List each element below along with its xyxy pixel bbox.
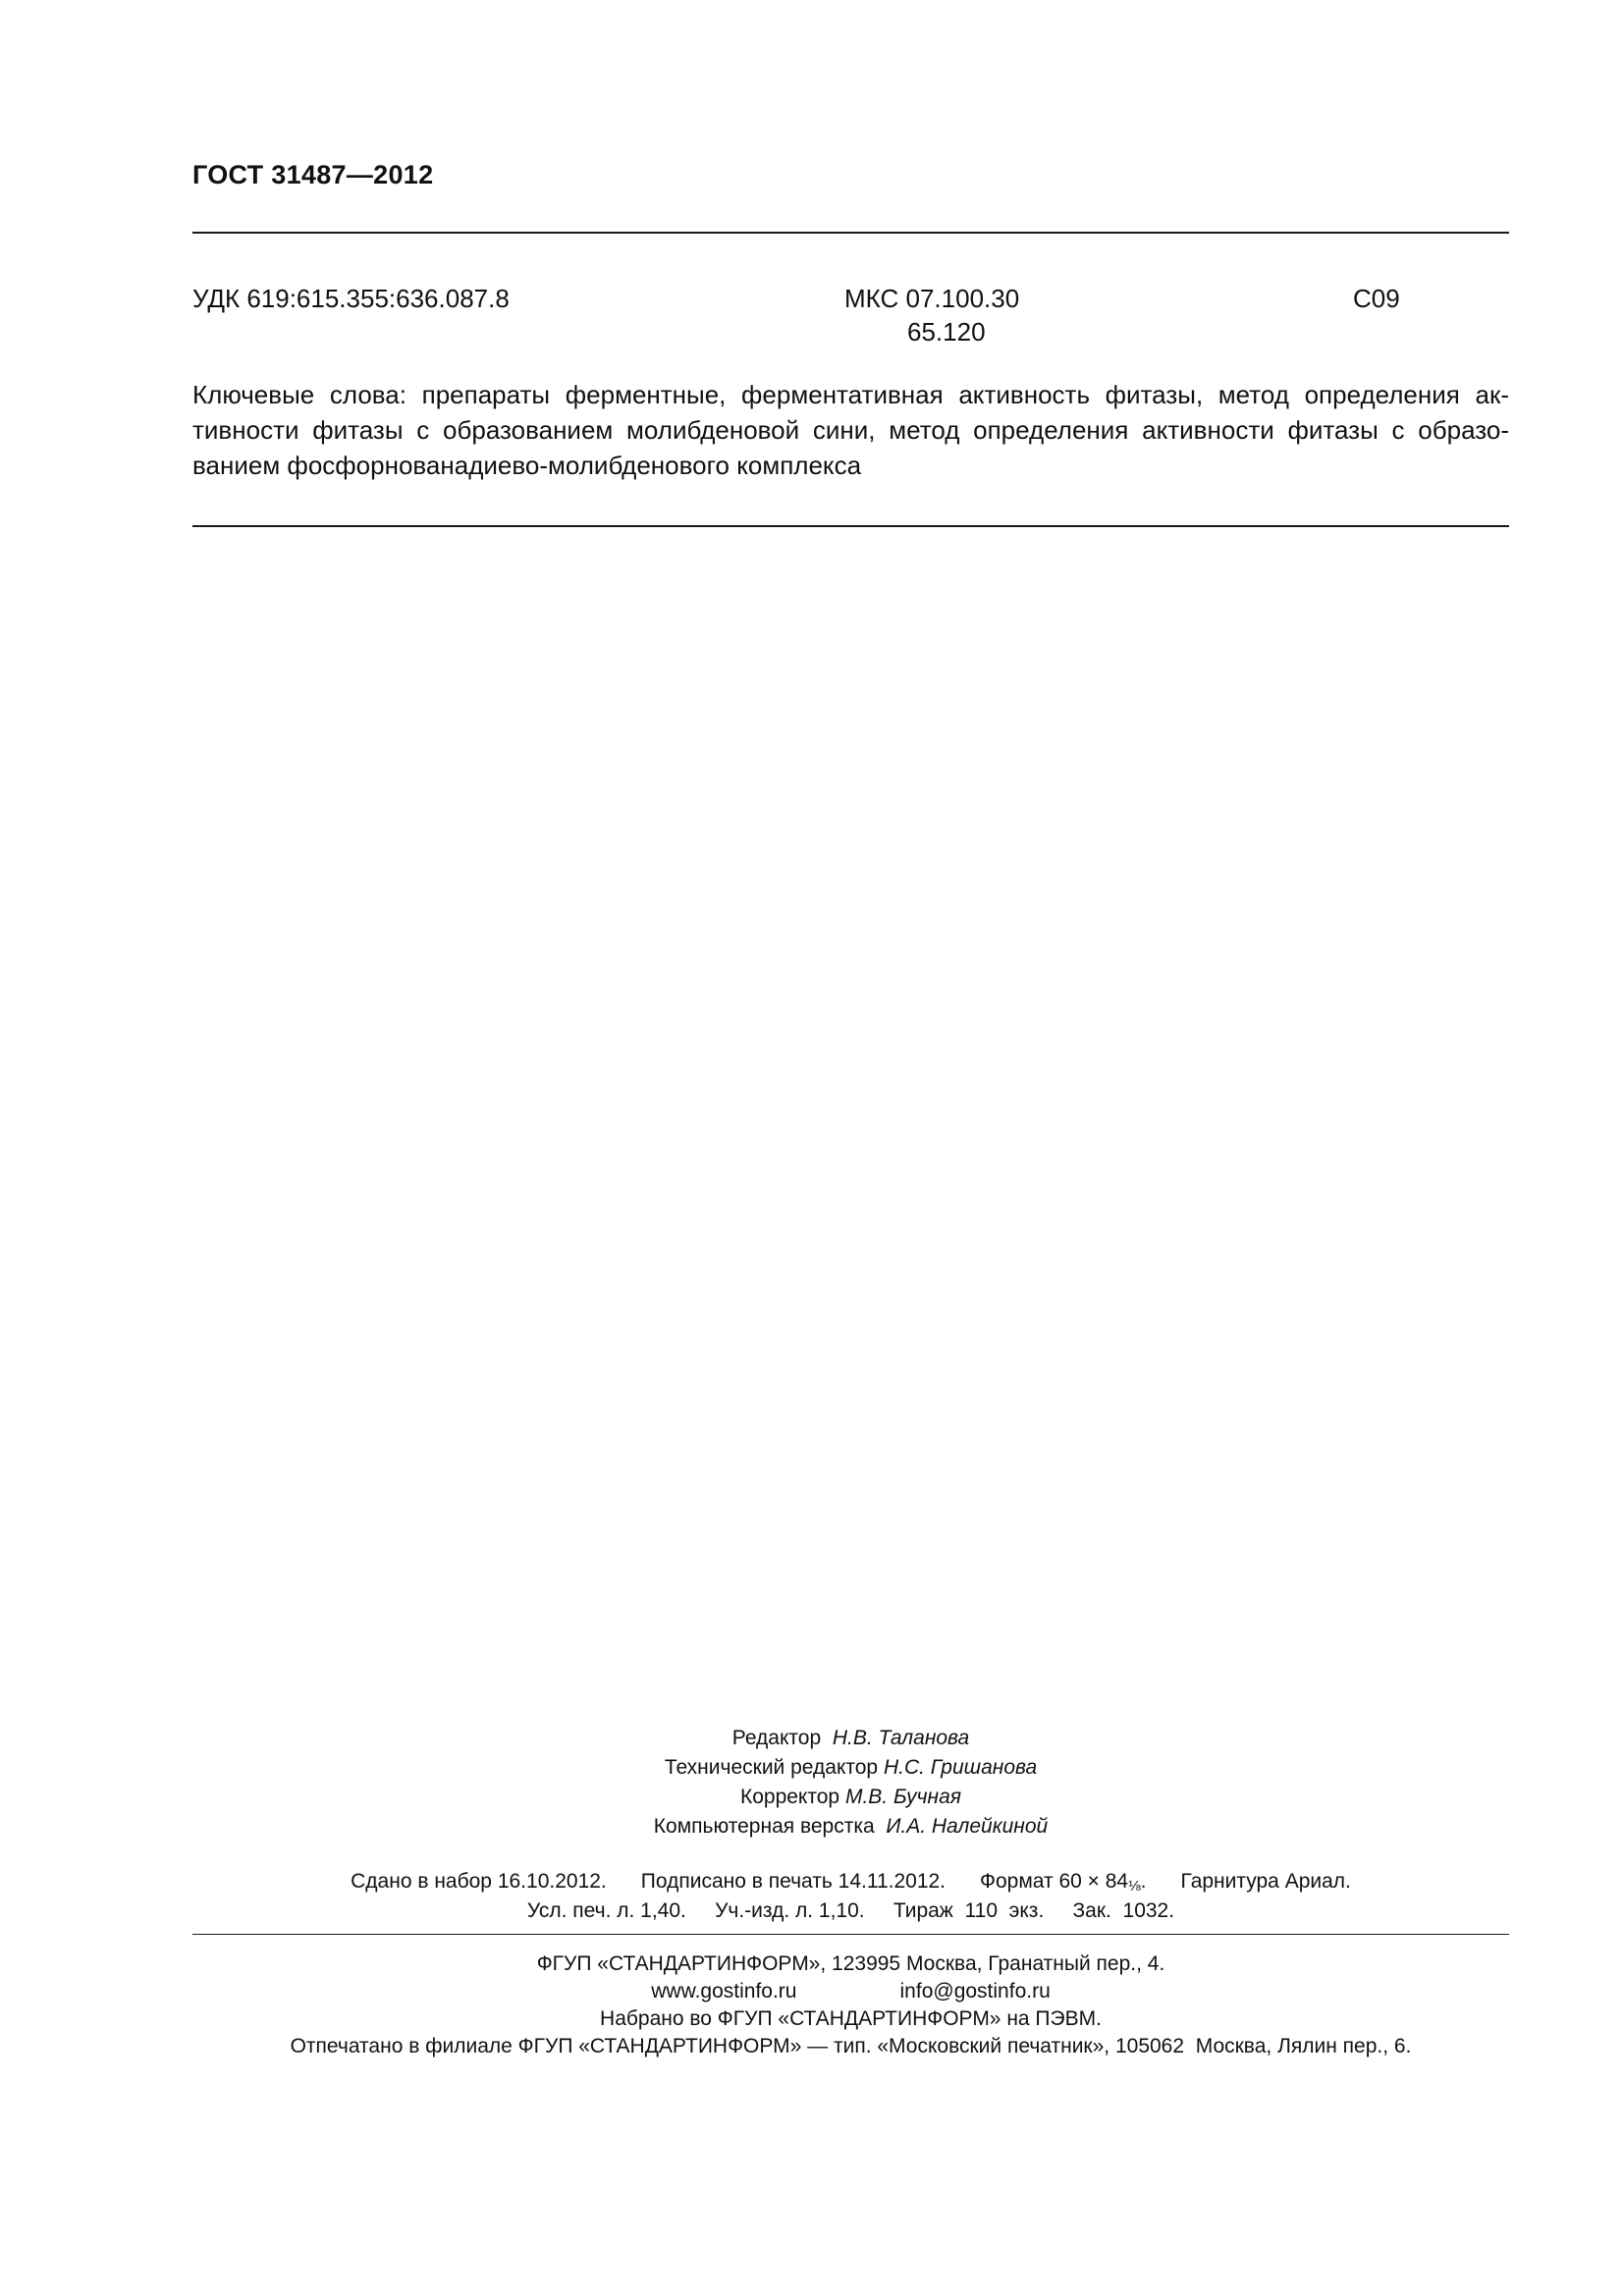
publisher-address: ФГУП «СТАНДАРТИНФОРМ», 123995 Москва, Гранатный пер., 4.	[536, 1952, 1165, 1975]
footer-divider	[192, 1934, 1509, 1935]
mks-code-2: 65.120	[907, 317, 986, 347]
paper-format-size: Формат 60 × 84	[980, 1870, 1129, 1893]
editor-label: Редактор	[731, 1727, 822, 1749]
corrector-label: Корректор	[739, 1786, 840, 1808]
editor-line	[192, 1724, 1509, 1753]
publishing-line-2	[192, 1896, 1509, 1926]
website-link[interactable]: www.gostinfo.ru	[651, 1980, 797, 2002]
paper-format-fraction: ⅛	[1128, 1878, 1141, 1895]
printed-note: Отпечатано в филиале ФГУП «СТАНДАРТИНФОРМ» — тип. «Московский печатник», 105062 Москва, Лялин пер., 6.	[290, 2035, 1412, 2057]
keywords-line-2: тивности фитазы с образованием молибденовой сини, метод определения активности фитазы с образо-	[192, 415, 1509, 445]
okstu-code: С09	[1353, 284, 1400, 313]
typeset-note: Набрано во ФГУП «СТАНДАРТИНФОРМ» на ПЭВМ.	[600, 2007, 1102, 2030]
header-divider	[192, 232, 1509, 234]
imprint-block	[192, 1724, 1509, 1842]
tech-editor-line	[192, 1753, 1509, 1783]
paper-format: Формат 60 × 84⅛.	[980, 1870, 1147, 1895]
contacts-line	[192, 1977, 1509, 2006]
keywords-paragraph	[192, 377, 1509, 483]
keywords-line-1: Ключевые слова: препараты ферментные, ферментативная активность фитазы, метод определения ак-	[192, 380, 1509, 409]
edit-sheets: Уч.-изд. л. 1,10.	[715, 1899, 865, 1922]
layout-name: И.А. Налейкиной	[886, 1815, 1049, 1838]
corrector-name: М.В. Бучная	[844, 1786, 961, 1808]
udk-code: УДК 619:615.355:636.087.8	[192, 284, 510, 313]
print-sheets: Усл. печ. л. 1,40.	[526, 1899, 686, 1922]
signed-date: Подписано в печать 14.11.2012.	[640, 1870, 947, 1893]
mks-codes	[844, 282, 1090, 348]
keywords-line-3: ванием фосфорнованадиево-молибденового комплекса	[192, 451, 862, 480]
keywords-divider	[192, 525, 1509, 527]
email-link[interactable]: info@gostinfo.ru	[899, 1980, 1051, 2002]
document-id: ГОСТ 31487—2012	[192, 160, 434, 189]
circulation: Тираж 110 экз.	[893, 1899, 1045, 1922]
layout-line	[192, 1812, 1509, 1842]
layout-label: Компьютерная верстка	[653, 1815, 875, 1838]
typeface: Гарнитура Ариал.	[1180, 1870, 1351, 1893]
mks-code-1: МКС 07.100.30	[844, 284, 1020, 313]
tech-editor-name: Н.С. Гришанова	[883, 1756, 1038, 1779]
corrector-line	[192, 1783, 1509, 1812]
order-number: Зак. 1032.	[1072, 1899, 1175, 1922]
tech-editor-label: Технический редактор	[664, 1756, 879, 1779]
submitted-date: Сдано в набор 16.10.2012.	[351, 1870, 607, 1893]
editor-name: Н.В. Таланова	[832, 1727, 970, 1749]
